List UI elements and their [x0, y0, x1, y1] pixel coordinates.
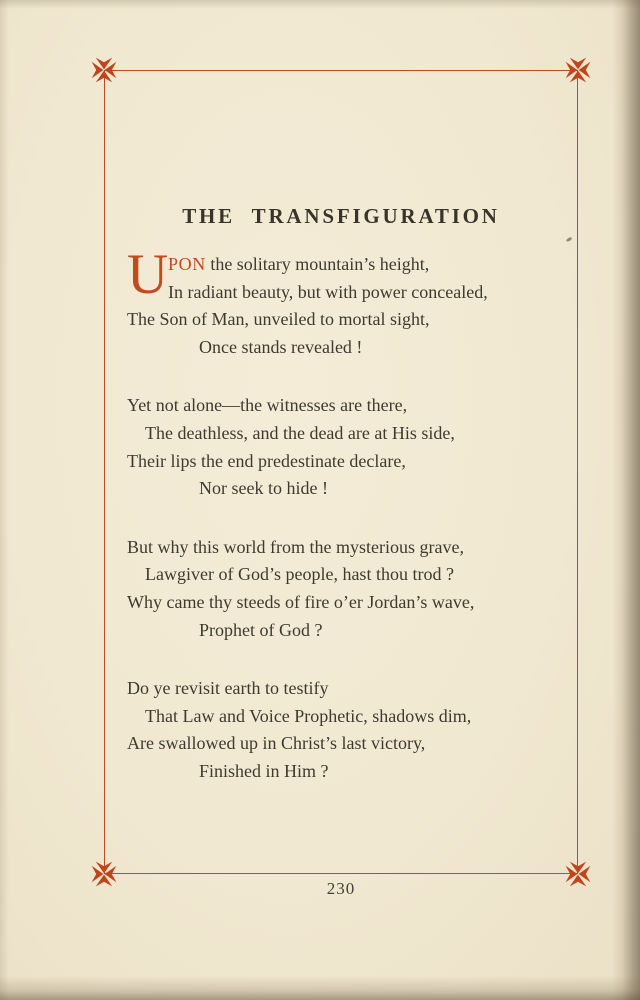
page-edge-shadow-bottom: [0, 976, 640, 1000]
poem: [104, 243, 578, 817]
drop-cap: U: [127, 243, 169, 306]
maltese-cross-icon: [91, 57, 117, 83]
poem-line: Why came thy steeds of fire o’er Jordan’s wave,: [127, 591, 475, 612]
poem-line: Once stands revealed !: [199, 336, 363, 357]
poem-line: Are swallowed up in Christ’s last victory,: [127, 733, 426, 754]
poem-line: Prophet of God ?: [199, 619, 323, 640]
poem-line: But why this world from the mysterious grave,: [127, 536, 464, 557]
stanza: [104, 534, 578, 644]
drop-cap-word-rest: PON: [168, 254, 206, 274]
poem-line: Yet not alone—the witnesses are there,: [127, 395, 408, 416]
poem-line: Finished in Him ?: [199, 760, 329, 781]
poem-line: Lawgiver of God’s people, hast thou trod ?: [145, 564, 454, 585]
maltese-cross-icon: [565, 57, 591, 83]
page-number: 230: [326, 879, 356, 898]
poem-line: That Law and Voice Prophetic, shadows dim,: [145, 705, 472, 726]
stanza: [104, 243, 578, 361]
poem-line: The deathless, and the dead are at His side,: [145, 422, 455, 443]
stanza: [104, 675, 578, 785]
poem-line: In radiant beauty, but with power concealed,: [168, 281, 488, 302]
page-edge-shadow-right: [612, 0, 640, 1000]
poem-line: Nor seek to hide !: [199, 478, 328, 499]
poem-line: The Son of Man, unveiled to mortal sight,: [127, 309, 430, 330]
poem-line: Do ye revisit earth to testify: [127, 678, 329, 699]
poem-line: Their lips the end predestinate declare,: [127, 450, 406, 471]
poem-line-text: the solitary mountain’s height,: [205, 254, 430, 274]
page-title: THE TRANSFIGURATION: [182, 204, 500, 229]
stanza: [104, 392, 578, 502]
page-edge-shadow-left: [0, 0, 9, 1000]
poem-line: [104, 251, 578, 279]
page-edge-shadow-top: [0, 0, 640, 9]
